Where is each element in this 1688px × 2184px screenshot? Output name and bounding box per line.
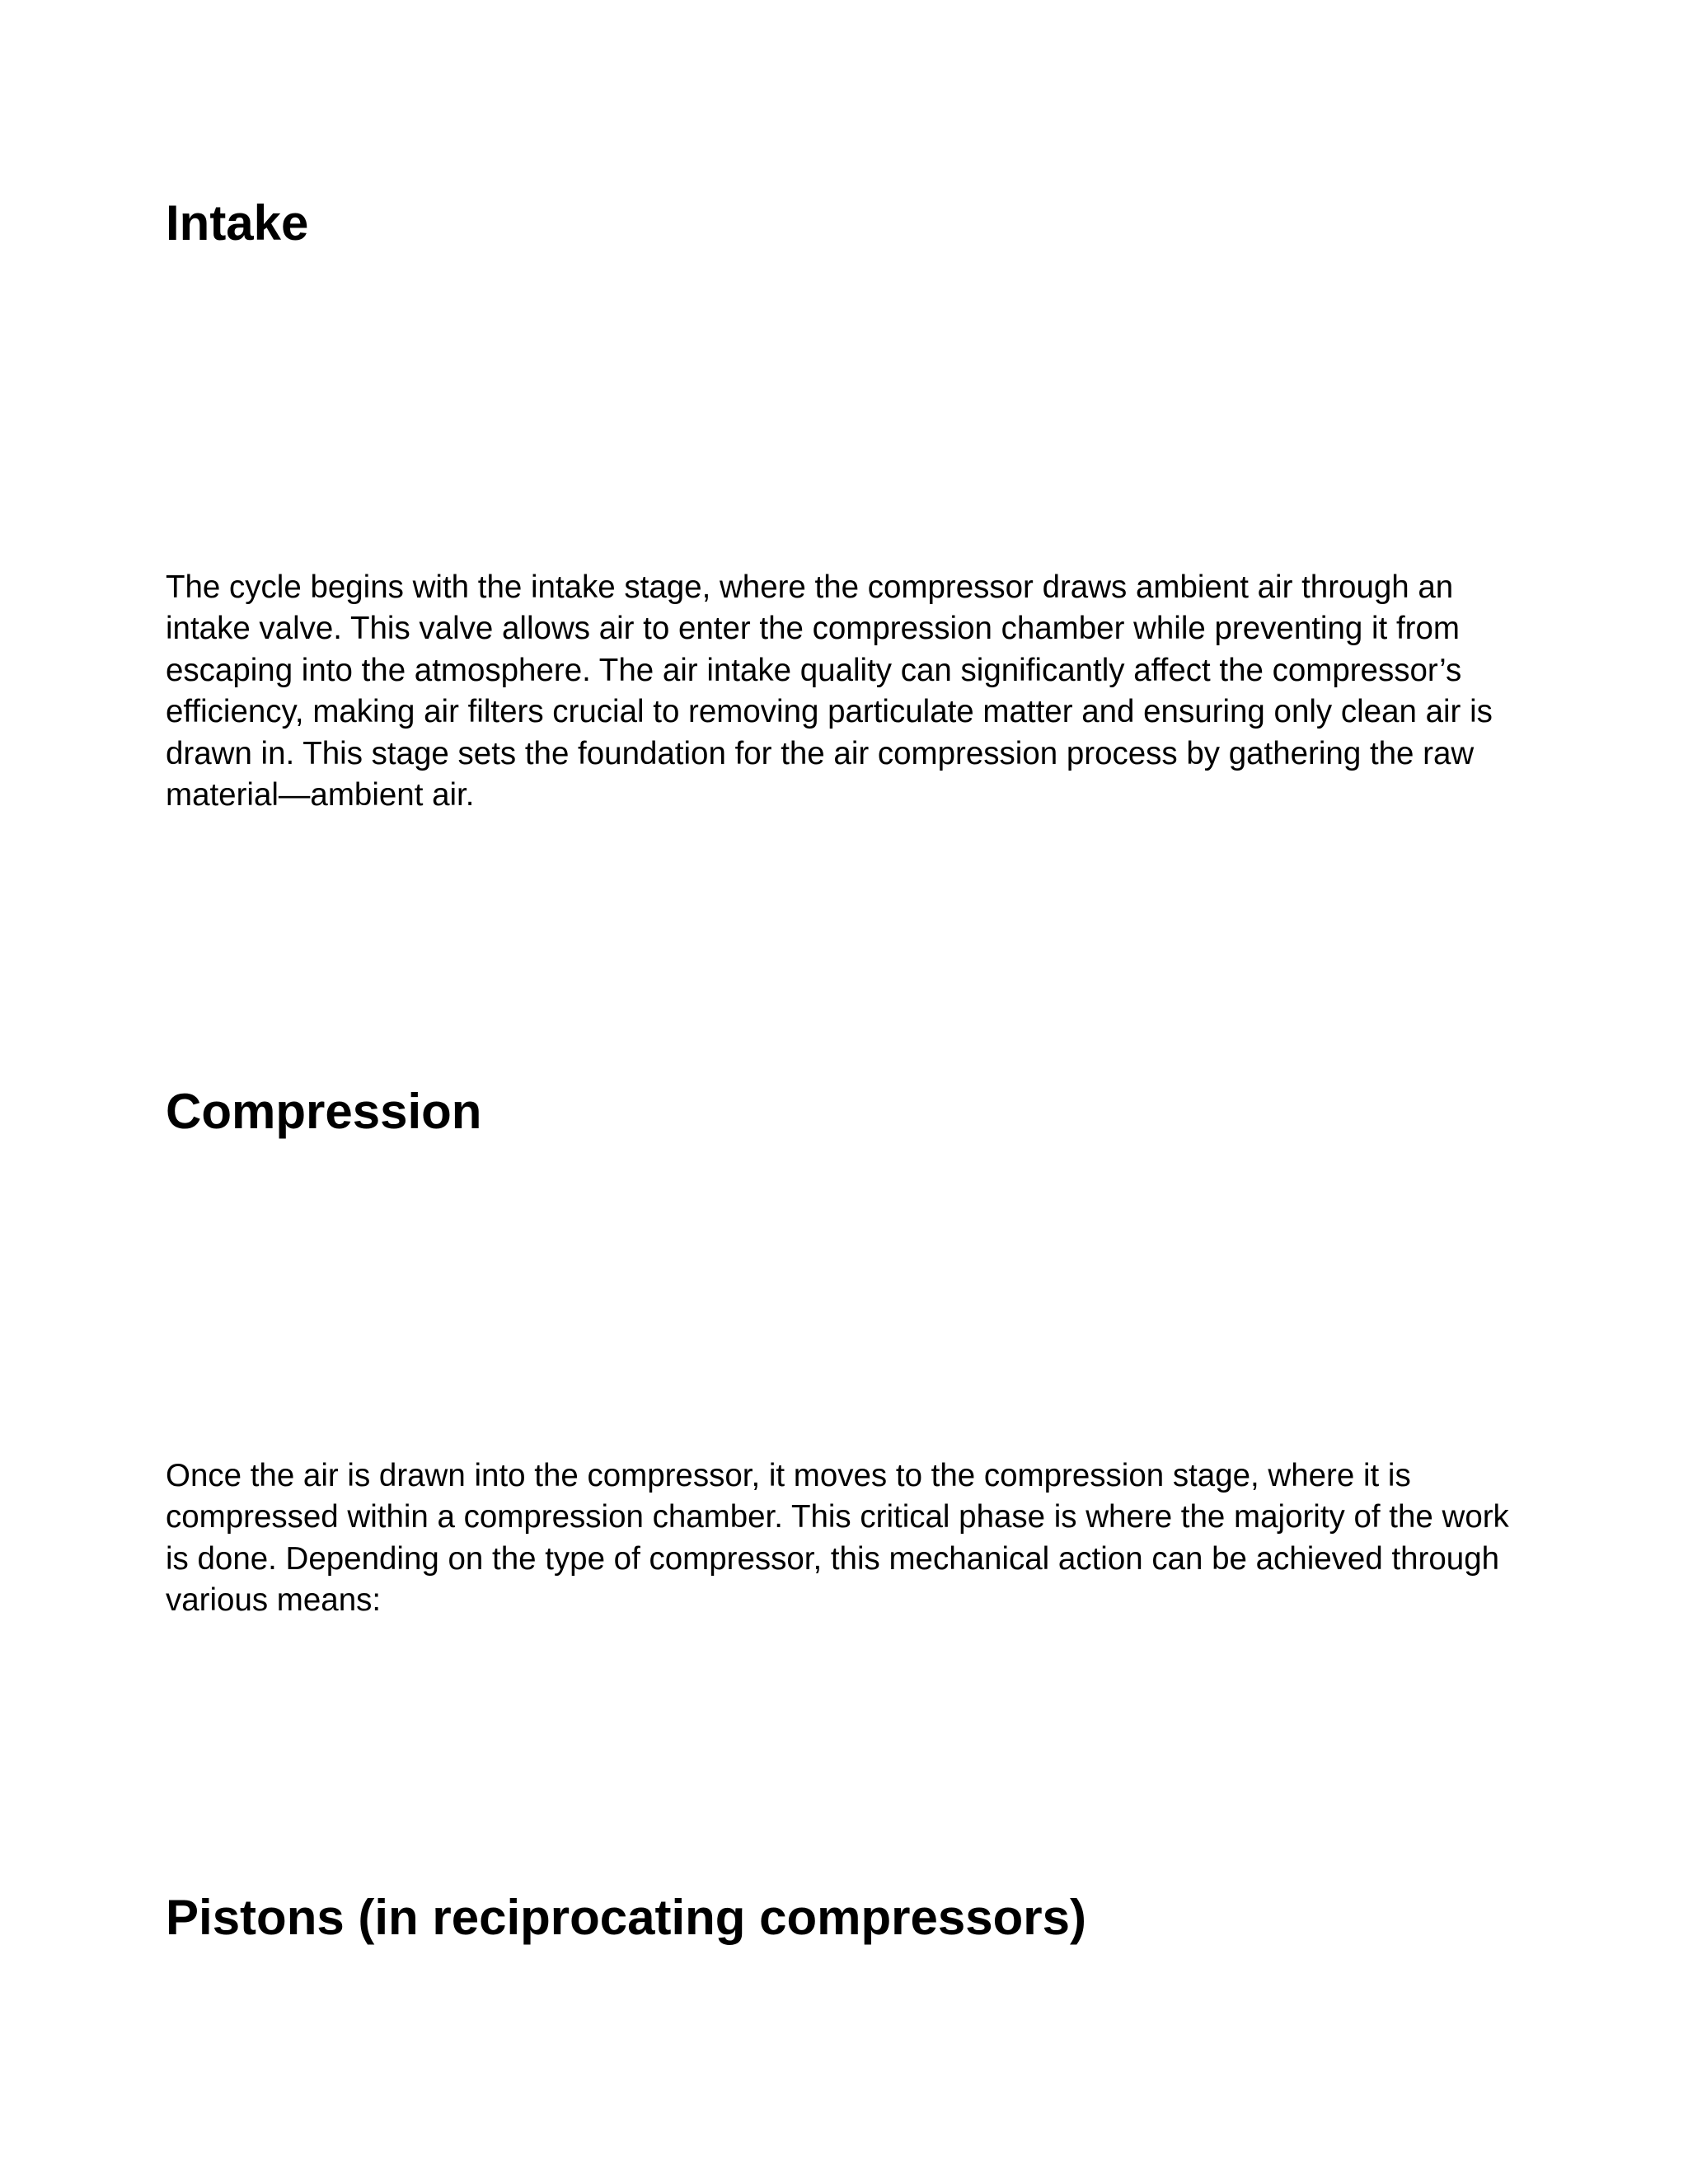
paragraph-line: material—ambient air. — [166, 777, 475, 813]
paragraph-compression — [166, 1455, 1517, 1622]
paragraph-line: drawn in. This stage sets the foundation for the air compression process by gathering the raw — [166, 735, 1475, 771]
section-heading-intake: Intake — [166, 195, 309, 251]
section-heading-pistons: Pistons (in reciprocating compressors) — [166, 1890, 1086, 1945]
paragraph-line: The cycle begins with the intake stage, where the compressor draws ambient air through an — [166, 569, 1454, 605]
paragraph-line: efficiency, making air filters crucial to removing particulate matter and ensuring only clean air is — [166, 694, 1493, 730]
paragraph-line: escaping into the atmosphere. The air intake quality can significantly affect the compressor’s — [166, 652, 1462, 688]
paragraph-line: compressed within a compression chamber. This critical phase is where the majority of the work — [166, 1499, 1509, 1535]
paragraph-intake — [166, 567, 1517, 816]
section-heading-compression: Compression — [166, 1084, 482, 1139]
paragraph-line: is done. Depending on the type of compressor, this mechanical action can be achieved through — [166, 1540, 1500, 1577]
paragraph-line: intake valve. This valve allows air to enter the compression chamber while preventing it from — [166, 611, 1460, 647]
paragraph-line: Once the air is drawn into the compressor, it moves to the compression stage, where it is — [166, 1458, 1411, 1493]
paragraph-line: various means: — [166, 1582, 382, 1619]
